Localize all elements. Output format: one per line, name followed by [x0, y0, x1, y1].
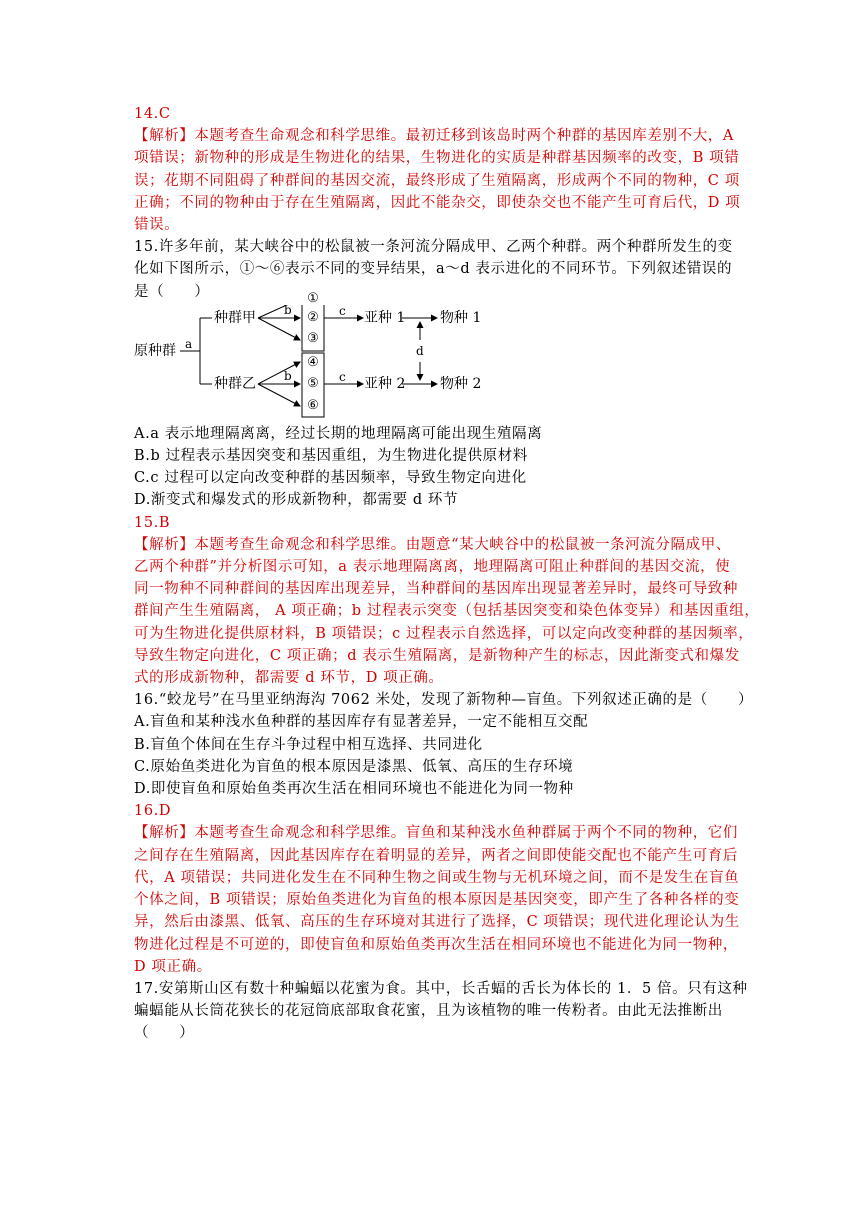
q15-analysis-line: 式的形成新物种，都需要 d 环节，D 项正确。	[134, 670, 444, 687]
q15-analysis-line: 同一物种不同种群间的基因库出现差异，当种群间的基因库出现显著差异时，最终可导致种	[134, 581, 738, 598]
q15-stem-line: 化如下图所示，①～⑥表示不同的变异结果，a～d 表示进化的不同环节。下列叙述错误的	[134, 261, 733, 278]
label-c-bottom: c	[339, 369, 346, 384]
q15-analysis-line: 【解析】本题考查生命观念和科学思维。由题意“某大峡谷中的松鼠被一条河流分隔成甲、	[134, 536, 731, 553]
q16-stem-line: 16.“蛟龙号”在马里亚纳海沟 7062 米处，发现了新物种—盲鱼。下列叙述正确的是（ ）	[134, 692, 754, 709]
species-1-label: 物种 1	[440, 309, 482, 326]
q16-analysis-line: D 项正确。	[134, 958, 212, 975]
q16-analysis-line: 个体之间，B 项错误；原始鱼类进化为盲鱼的根本原因是基因突变，即产生了各种各样的变	[134, 892, 740, 909]
q15-stem-line: 15.许多年前，某大峡谷中的松鼠被一条河流分隔成甲、乙两个种群。两个种群所发生的变	[134, 239, 733, 256]
label-a: a	[185, 336, 193, 351]
q14-analysis-line: 正确；不同的物种由于存在生殖隔离，因此不能杂交，即使杂交也不能产生可育后代，D 项	[134, 194, 741, 211]
species-2-label: 物种 2	[440, 375, 482, 392]
q16-analysis-line: 物进化过程是不可逆的，即使盲鱼和原始鱼类再次生活在相同环境也不能进化为同一物种，	[134, 936, 738, 953]
q16-answer: 16.D	[134, 803, 172, 820]
label-b-bottom: b	[284, 368, 292, 383]
q15-analysis-line: 群间产生生殖隔离， A 项正确；b 过程表示突变（包括基因突变和染色体变异）和基因重组，	[134, 603, 760, 620]
variation-1: ①	[307, 290, 319, 306]
document-page	[134, 103, 760, 1045]
variation-4: ④	[307, 354, 319, 370]
q14-analysis-line: 错误。	[134, 217, 180, 234]
variation-3: ③	[307, 330, 319, 346]
q16-option-c: C.原始鱼类进化为盲鱼的根本原因是漆黑、低氧、高压的生存环境	[134, 758, 574, 775]
q17-stem-line: 蝙蝠能从长筒花狭长的花冠筒底部取食花蜜，且为该植物的唯一传粉者。由此无法推断出	[134, 1003, 723, 1020]
q16-analysis-line: 【解析】本题考查生命观念和科学思维。盲鱼和某种浅水鱼种群属于两个不同的物种，它们	[134, 825, 738, 842]
q15-option-c: C.c 过程可以定向改变种群的基因频率，导致生物定向进化	[134, 470, 527, 487]
q16-option-b: B.盲鱼个体间在生存斗争过程中相互选择、共同进化	[134, 736, 483, 753]
q15-answer: 15.B	[134, 514, 171, 531]
q15-stem-line: 是（ ）	[134, 283, 210, 300]
speciation-diagram	[134, 290, 734, 421]
q16-analysis-line: 代，A 项错误；共同进化发生在不同种生物之间或生物与无机环境之间，而不是发生在盲鱼	[134, 869, 740, 886]
variation-2: ②	[307, 309, 319, 325]
q17-stem-line: 17.安第斯山区有数十种蝙蝠以花蜜为食。其中，长舌蝠的舌长为体长的 1．5 倍。只有这种	[134, 980, 748, 997]
q15-analysis-line: 乙两个种群”并分析图示可知，a 表示地理隔离离，地理隔离可阻止种群间的基因交流，使	[134, 559, 731, 576]
q16-option-d: D.即使盲鱼和原始鱼类再次生活在相同环境也不能进化为同一物种	[134, 781, 574, 798]
q15-option-d: D.渐变式和爆发式的形成新物种，都需要 d 环节	[134, 492, 459, 509]
variation-5: ⑤	[307, 375, 319, 391]
q15-option-b: B.b 过程表示基因突变和基因重组，为生物进化提供原材料	[134, 448, 528, 465]
label-c-top: c	[339, 303, 346, 318]
q14-analysis-line: 项错误；新物种的形成是生物进化的结果，生物进化的实质是种群基因频率的改变，B 项错	[134, 150, 740, 167]
q15-option-a: A.a 表示地理隔离离，经过长期的地理隔离可能出现生殖隔离	[134, 425, 543, 442]
label-d: d	[416, 343, 424, 358]
q14-analysis-line: 误；花期不同阻碍了种群间的基因交流，最终形成了生殖隔离，形成两个不同的物种，C 项	[134, 172, 740, 189]
q16-analysis-line: 异，然后由漆黑、低氧、高压的生存环境对其进行了选择，C 项错误；现代进化理论认为生	[134, 914, 740, 931]
q16-analysis-line: 之间存在生殖隔离，因此基因库存在着明显的差异，两者之间即使能交配也不能产生可育后	[134, 847, 738, 864]
q15-analysis-line: 导致生物定向进化，C 项正确；d 表示生殖隔离，是新物种产生的标志，因此渐变式和爆发	[134, 647, 740, 664]
q14-answer: 14.C	[134, 106, 171, 122]
label-b-top: b	[284, 302, 292, 317]
population-a-label: 种群甲	[214, 309, 256, 326]
variation-6: ⑥	[307, 397, 319, 413]
origin-population-label: 原种群	[134, 342, 176, 359]
population-b-label: 种群乙	[214, 375, 256, 392]
q14-analysis-line: 【解析】本题考查生命观念和科学思维。最初迁移到该岛时两个种群的基因库差别不大，A	[134, 128, 734, 145]
q16-option-a: A.盲鱼和某种浅水鱼种群的基因库存有显著差异，一定不能相互交配	[134, 714, 589, 731]
q17-stem-line: （ ）	[134, 1025, 195, 1042]
subspecies-1-label: 亚种 1	[364, 309, 406, 326]
q15-analysis-line: 可为生物进化提供原材料，B 项错误；c 过程表示自然选择，可以定向改变种群的基因频率，	[134, 625, 754, 642]
subspecies-2-label: 亚种 2	[364, 375, 406, 392]
